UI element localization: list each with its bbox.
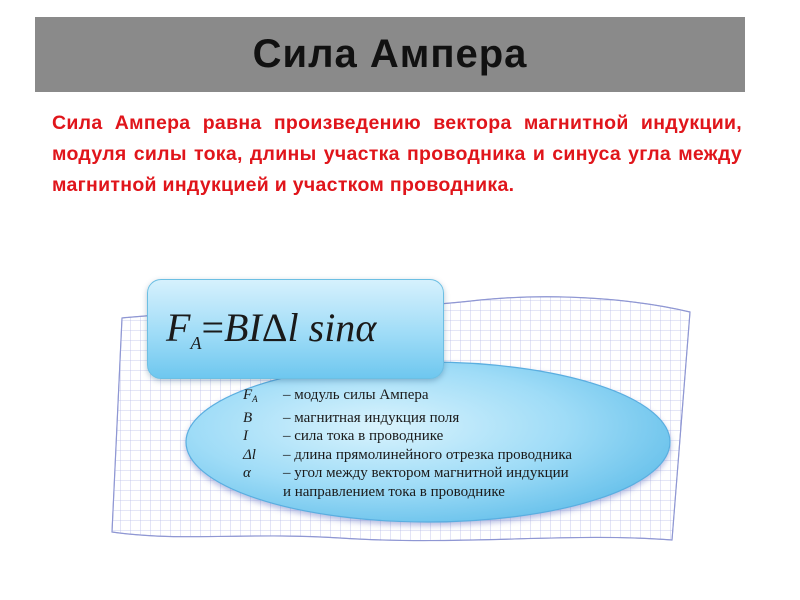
formula-sin: sin <box>308 305 356 350</box>
formula-alpha: α <box>355 305 377 350</box>
legend-item <box>243 386 572 409</box>
legend-text: – угол между вектором магнитной индукции <box>283 465 569 481</box>
title-bar <box>35 17 745 92</box>
legend-continuation-text: и направлением тока в проводнике <box>283 483 505 500</box>
legend-text: – длина прямолинейного отрезка проводника <box>283 446 573 463</box>
ampere-force-formula <box>166 304 376 354</box>
legend-text: – модуль силы Ампера <box>283 387 429 403</box>
formula-lhs-subscript: A <box>190 333 202 353</box>
legend-symbol: I <box>243 428 248 444</box>
definition-text: Сила Ампера равна произведению вектора магнитной индукции, модуля силы тока, длины участка проводника и синуса угла между магнитной индукцией и участком проводника. <box>52 112 742 196</box>
formula-lhs: F <box>166 305 191 350</box>
formula-legend <box>243 386 572 501</box>
legend-symbol: α <box>243 465 251 481</box>
legend-text: – магнитная индукция поля <box>283 409 460 426</box>
page-title: Сила Ампера <box>252 32 528 76</box>
legend-text: – сила тока в проводнике <box>283 428 444 444</box>
legend-symbol: B <box>243 409 253 426</box>
legend-item <box>243 446 572 465</box>
legend-item <box>243 409 572 428</box>
legend-item <box>243 427 572 446</box>
formula-l: l <box>287 305 299 350</box>
legend-item <box>243 464 572 483</box>
formula-equals: = <box>201 305 224 350</box>
formula-box <box>147 279 444 379</box>
legend-symbol: Δl <box>243 446 256 463</box>
legend-symbol: $F_A$ <box>243 387 258 404</box>
legend-continuation <box>243 483 572 502</box>
formula-delta: Δ <box>261 305 288 350</box>
formula-bi: BI <box>224 305 262 350</box>
